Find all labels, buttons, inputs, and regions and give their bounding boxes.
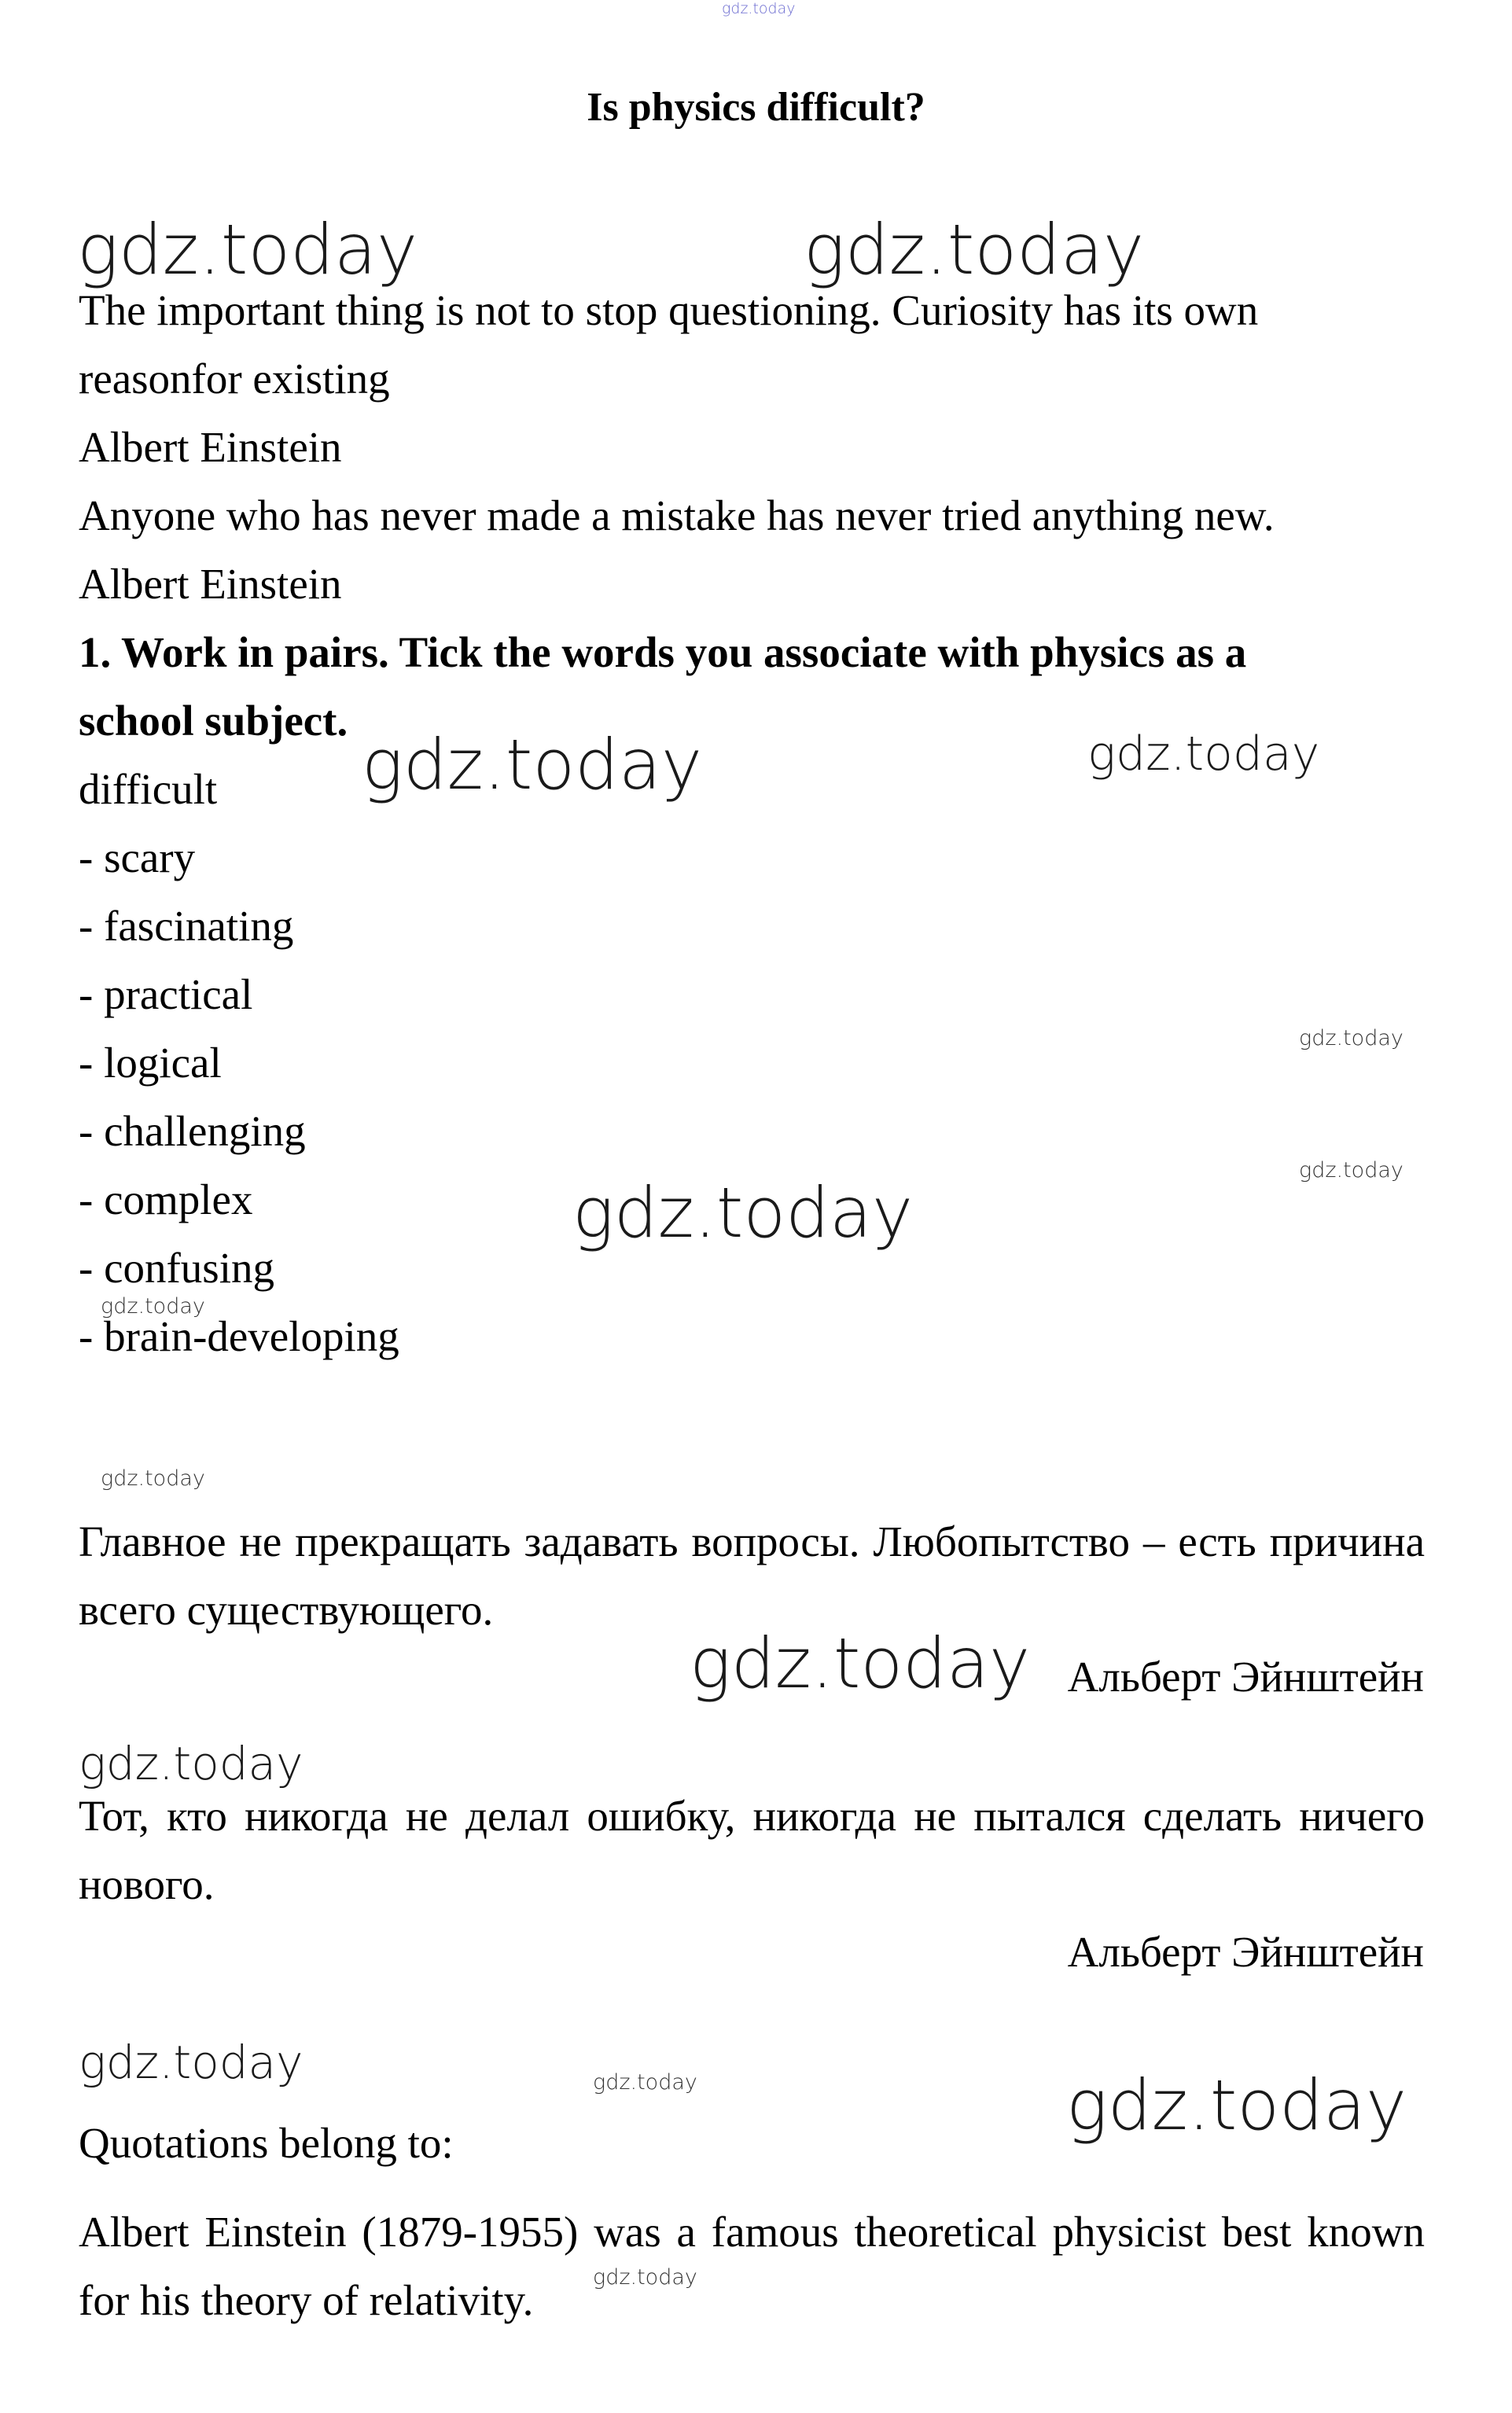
watermark: gdz.today [362, 724, 703, 805]
word-item: - fascinating [79, 902, 294, 950]
task-heading-line1: 1. Work in pairs. Tick the words you associate with physics as a [79, 628, 1247, 676]
quote-en-1-line2: reasonfor existing [79, 355, 390, 403]
word-item: - challenging [79, 1107, 306, 1155]
quote-ru-2-author: Альберт Эйнштейн [1067, 1928, 1424, 1976]
word-item: - complex [79, 1175, 253, 1223]
quote-ru-1: Главное не прекращать задавать вопросы. Любопытство – есть причина всего существующего. [79, 1517, 1425, 1634]
watermark: gdz.today [593, 2265, 697, 2290]
quote-ru-2: Тот, кто никогда не делал ошибку, никогда не пытался сделать ничего нового. [79, 1792, 1425, 1908]
word-item: difficult [79, 765, 218, 813]
watermark: gdz.today [1299, 1026, 1403, 1050]
word-item: - scary [79, 833, 196, 881]
quote-en-1-author: Albert Einstein [79, 423, 342, 471]
watermark: gdz.today [1087, 726, 1320, 782]
word-item: - logical [79, 1039, 222, 1087]
watermark: gdz.today [101, 1466, 205, 1491]
watermark: gdz.today [79, 2036, 304, 2089]
watermark: gdz.today [101, 1294, 205, 1319]
watermark: gdz.today [572, 1172, 914, 1253]
einstein-bio: Albert Einstein (1879-1955) was a famous theoretical physicist best known for his theory of relativity. [79, 2208, 1425, 2324]
watermark: gdz.today [1299, 1158, 1403, 1183]
quote-en-2-author: Albert Einstein [79, 560, 342, 608]
task-heading-line2: school subject. [79, 697, 348, 745]
quote-en-1-line1: The important thing is not to stop questioning. Curiosity has its own [79, 286, 1259, 334]
word-item: - confusing [79, 1244, 274, 1292]
watermark: gdz.today [593, 2070, 697, 2095]
word-item: - practical [79, 970, 253, 1018]
quote-ru-1-author: Альберт Эйнштейн [1067, 1653, 1424, 1701]
watermark: gdz.today [690, 1623, 1031, 1704]
quotations-label: Quotations belong to: [79, 2119, 454, 2167]
page-title: Is physics difficult? [587, 85, 925, 130]
watermark: gdz.today [722, 0, 796, 17]
watermark: gdz.today [1066, 2065, 1407, 2146]
watermark: gdz.today [804, 209, 1145, 290]
watermark: gdz.today [77, 209, 418, 290]
quote-en-2: Anyone who has never made a mistake has never tried anything new. [79, 491, 1275, 539]
word-item: - brain-developing [79, 1312, 399, 1360]
watermark: gdz.today [79, 1737, 304, 1790]
